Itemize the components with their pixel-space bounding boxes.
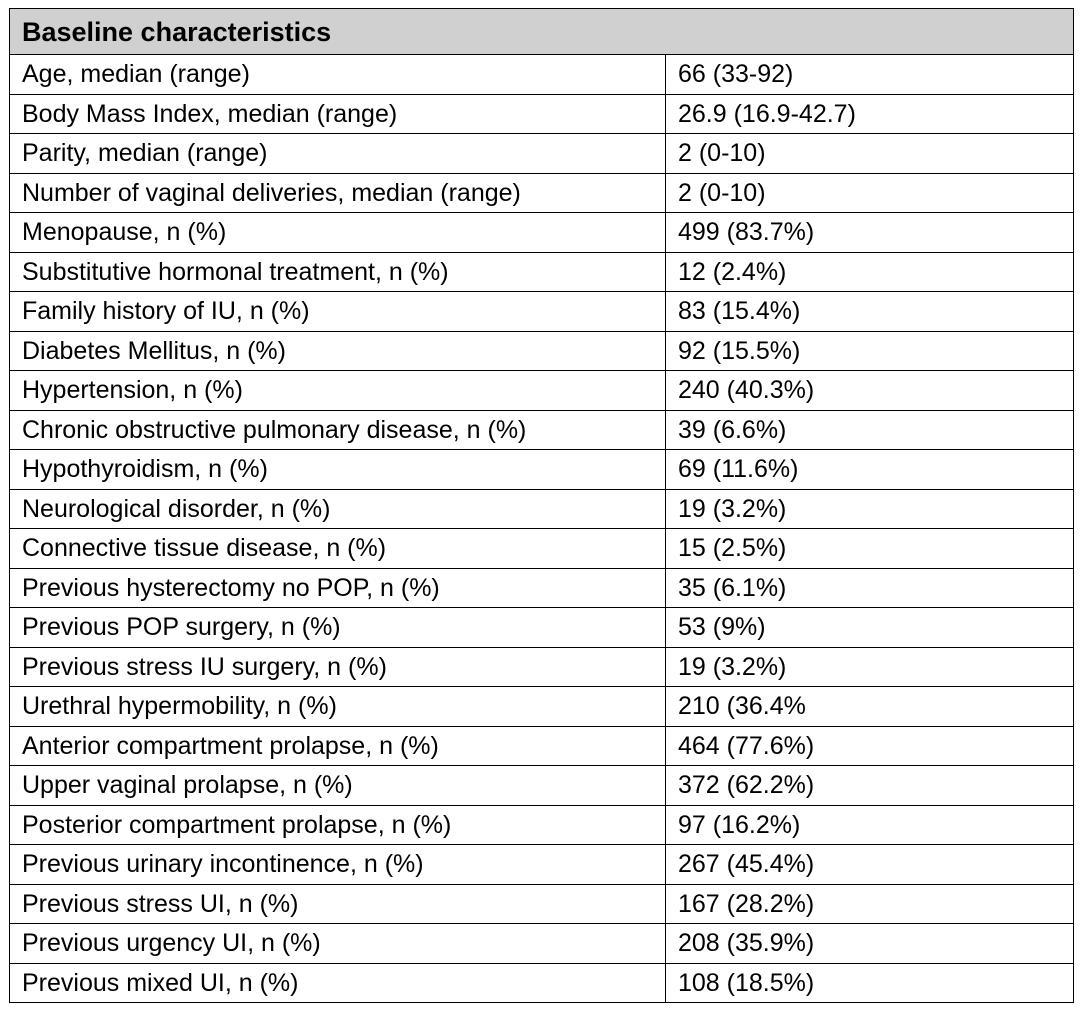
- row-value: 108 (18.5%): [666, 963, 1074, 1003]
- table-body: [10, 55, 1074, 1003]
- table-row: [10, 252, 1074, 292]
- row-value: 15 (2.5%): [666, 529, 1074, 569]
- table-row: [10, 924, 1074, 964]
- row-label: Urethral hypermobility, n (%): [10, 687, 666, 727]
- row-label: Number of vaginal deliveries, median (range): [10, 173, 666, 213]
- row-value: 167 (28.2%): [666, 884, 1074, 924]
- row-value: 83 (15.4%): [666, 292, 1074, 332]
- table-row: [10, 647, 1074, 687]
- row-value: 2 (0-10): [666, 173, 1074, 213]
- row-value: 92 (15.5%): [666, 331, 1074, 371]
- table-row: [10, 529, 1074, 569]
- table-row: [10, 331, 1074, 371]
- table-row: [10, 884, 1074, 924]
- table-row: [10, 687, 1074, 727]
- row-label: Hypertension, n (%): [10, 371, 666, 411]
- row-label: Previous stress IU surgery, n (%): [10, 647, 666, 687]
- table-header-row: [10, 9, 1074, 55]
- row-value: 464 (77.6%): [666, 726, 1074, 766]
- row-value: 53 (9%): [666, 608, 1074, 648]
- row-value: 69 (11.6%): [666, 450, 1074, 490]
- row-value: 66 (33-92): [666, 55, 1074, 95]
- row-label: Family history of IU, n (%): [10, 292, 666, 332]
- row-label: Anterior compartment prolapse, n (%): [10, 726, 666, 766]
- row-value: 240 (40.3%): [666, 371, 1074, 411]
- row-value: 97 (16.2%): [666, 805, 1074, 845]
- row-value: 2 (0-10): [666, 134, 1074, 174]
- row-label: Substitutive hormonal treatment, n (%): [10, 252, 666, 292]
- row-label: Previous urgency UI, n (%): [10, 924, 666, 964]
- row-value: 12 (2.4%): [666, 252, 1074, 292]
- row-label: Upper vaginal prolapse, n (%): [10, 766, 666, 806]
- row-label: Connective tissue disease, n (%): [10, 529, 666, 569]
- row-label: Hypothyroidism, n (%): [10, 450, 666, 490]
- row-label: Previous stress UI, n (%): [10, 884, 666, 924]
- table-row: [10, 55, 1074, 95]
- table-row: [10, 726, 1074, 766]
- row-label: Body Mass Index, median (range): [10, 94, 666, 134]
- row-label: Parity, median (range): [10, 134, 666, 174]
- row-value: 267 (45.4%): [666, 845, 1074, 885]
- row-label: Diabetes Mellitus, n (%): [10, 331, 666, 371]
- row-value: 19 (3.2%): [666, 647, 1074, 687]
- table-title: Baseline characteristics: [10, 9, 1074, 55]
- table-row: [10, 292, 1074, 332]
- baseline-characteristics-table: [9, 8, 1074, 1003]
- row-label: Previous mixed UI, n (%): [10, 963, 666, 1003]
- table-row: [10, 410, 1074, 450]
- table-row: [10, 134, 1074, 174]
- row-label: Previous urinary incontinence, n (%): [10, 845, 666, 885]
- row-label: Posterior compartment prolapse, n (%): [10, 805, 666, 845]
- table-row: [10, 608, 1074, 648]
- row-label: Neurological disorder, n (%): [10, 489, 666, 529]
- row-value: 19 (3.2%): [666, 489, 1074, 529]
- table-row: [10, 173, 1074, 213]
- row-value: 208 (35.9%): [666, 924, 1074, 964]
- table-row: [10, 963, 1074, 1003]
- table-row: [10, 568, 1074, 608]
- table-row: [10, 94, 1074, 134]
- row-label: Chronic obstructive pulmonary disease, n (%): [10, 410, 666, 450]
- baseline-characteristics-table-container: [9, 8, 1073, 1003]
- row-label: Age, median (range): [10, 55, 666, 95]
- row-value: 35 (6.1%): [666, 568, 1074, 608]
- row-value: 26.9 (16.9-42.7): [666, 94, 1074, 134]
- table-row: [10, 805, 1074, 845]
- table-row: [10, 766, 1074, 806]
- row-label: Previous POP surgery, n (%): [10, 608, 666, 648]
- table-row: [10, 450, 1074, 490]
- row-value: 499 (83.7%): [666, 213, 1074, 253]
- table-row: [10, 213, 1074, 253]
- table-row: [10, 371, 1074, 411]
- row-label: Previous hysterectomy no POP, n (%): [10, 568, 666, 608]
- row-label: Menopause, n (%): [10, 213, 666, 253]
- table-row: [10, 845, 1074, 885]
- table-row: [10, 489, 1074, 529]
- row-value: 39 (6.6%): [666, 410, 1074, 450]
- row-value: 210 (36.4%: [666, 687, 1074, 727]
- row-value: 372 (62.2%): [666, 766, 1074, 806]
